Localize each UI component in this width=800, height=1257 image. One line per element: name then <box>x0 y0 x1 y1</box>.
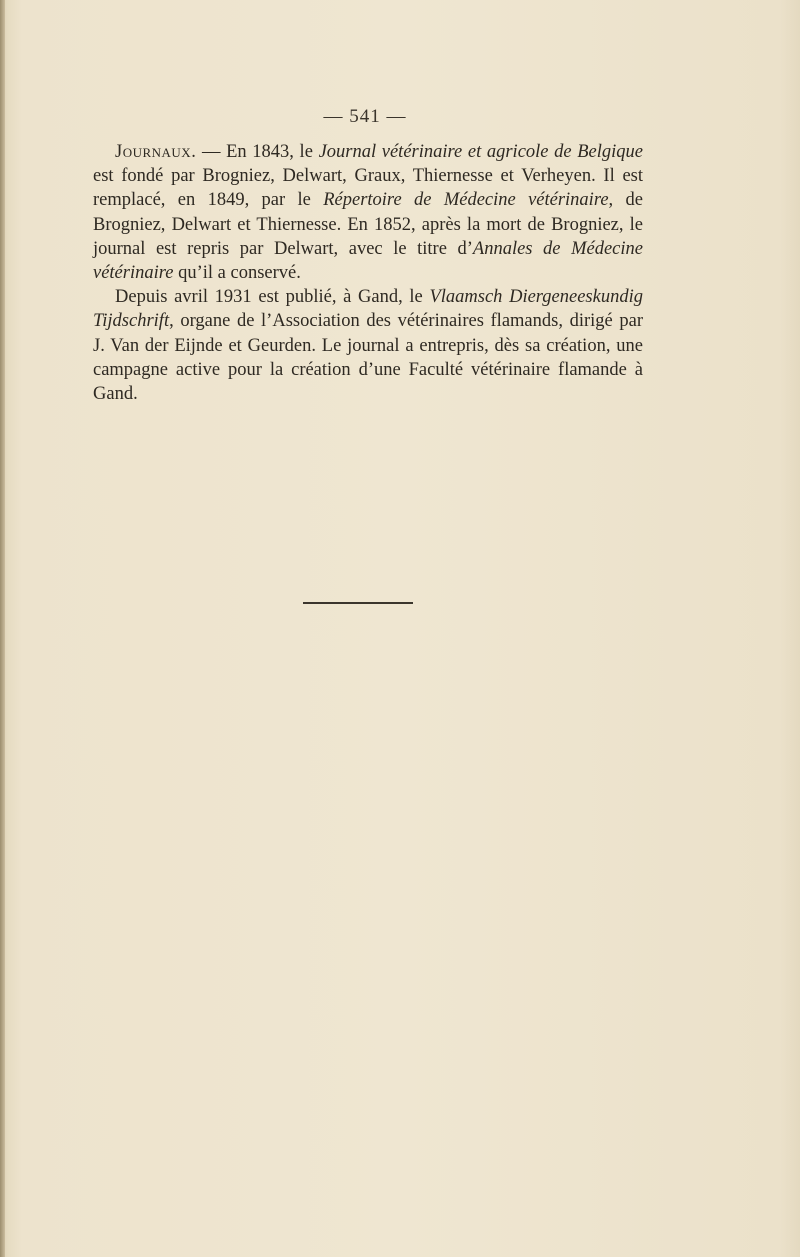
text-segment: Depuis avril 1931 est publié, à Gand, le <box>115 287 430 308</box>
section-heading-journaux: Journaux. <box>115 142 197 162</box>
page-binding-edge <box>0 0 5 1257</box>
journal-title-vlaamsch: Vlaamsch Diergeneeskundig Tijdschrift <box>93 287 643 332</box>
text-segment: est fondé par Brogniez, Delwart, Graux, Thiernesse et Verheyen. Il est remplacé, en 1849, par le <box>93 166 643 211</box>
paragraph-vlaamsch <box>93 285 643 406</box>
journal-title-repertoire: Répertoire de Médecine vétérinaire <box>323 190 609 211</box>
text-segment: , organe de l’Association des vétérinaires flamands, dirigé par J. Van der Eijnde et Geurden. Le journal a entrepris, dès sa création, une campagne active pour la création d’une Faculté vétérinaire flamande à Gand. <box>93 311 643 405</box>
journal-title-journal-veterinaire: Journal vétérinaire et agricole de Belgique <box>318 142 644 162</box>
text-segment: , de Brogniez, Delwart et Thiernesse. En 1852, après la mort de Brogniez, le journal est repris par Delwart, avec le titre d’ <box>93 190 643 259</box>
page-number: — 541 — <box>323 106 407 127</box>
journal-title-annales: Annales de Médecine vétérinaire <box>93 238 643 284</box>
paragraph-journaux <box>93 140 643 285</box>
text-segment: qu’il a conservé. <box>173 263 301 284</box>
body-text <box>93 140 643 406</box>
end-rule <box>303 602 413 604</box>
text-segment: — En 1843, le <box>196 142 319 162</box>
